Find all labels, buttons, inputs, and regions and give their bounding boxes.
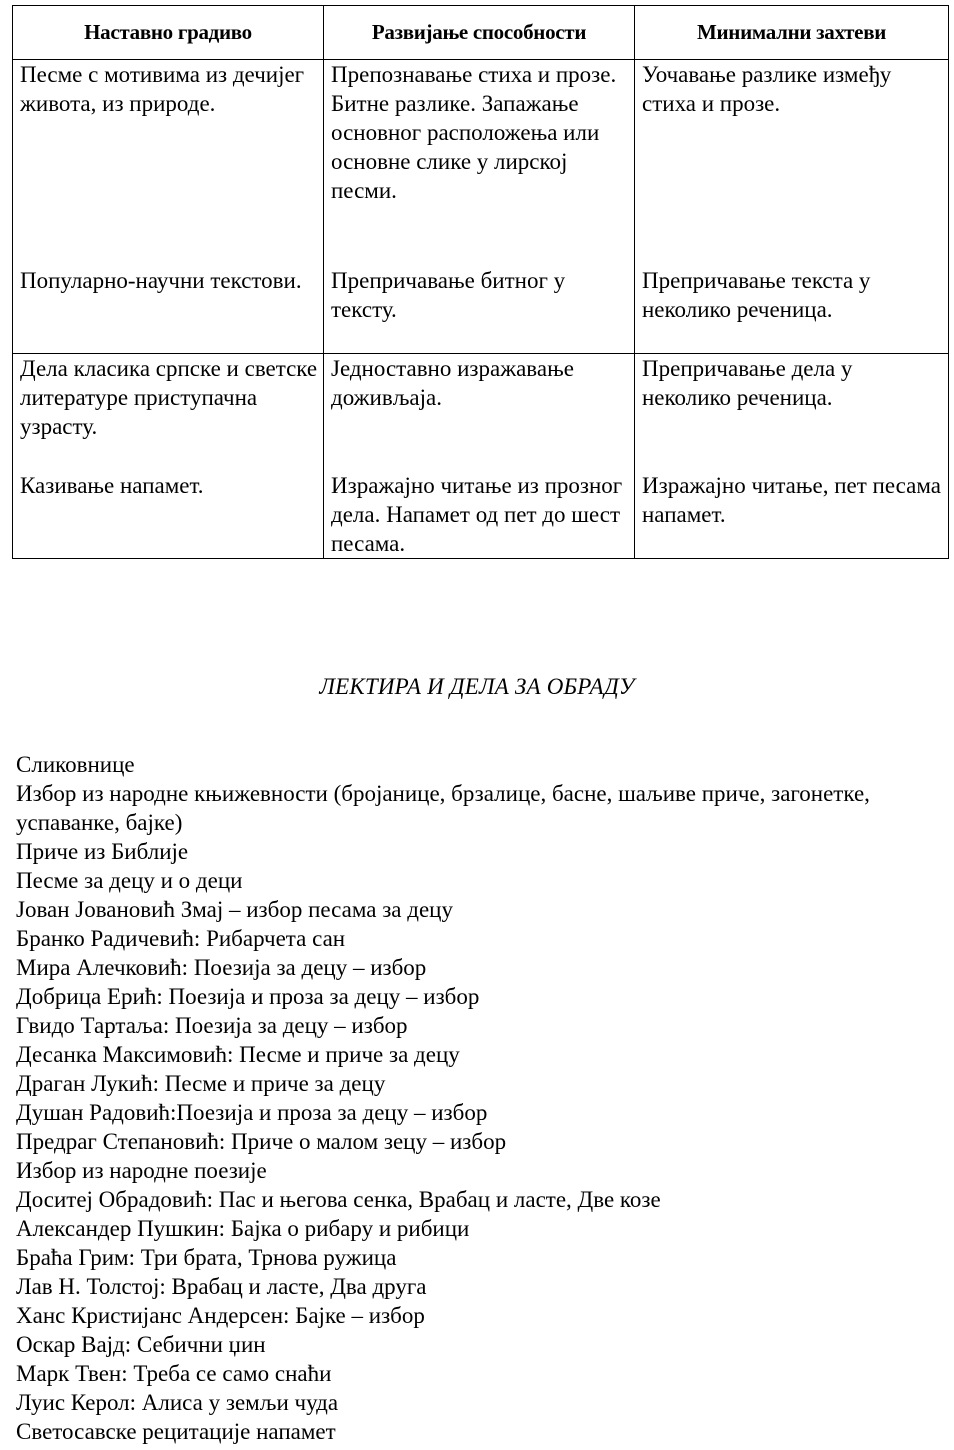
list-item: Добрица Ерић: Поезија и проза за децу – избор xyxy=(16,984,480,1009)
table-cell xyxy=(635,60,949,354)
list-item: Избор из народне књижевности (бројанице, брзалице, басне, шаљиве приче, загонетке, успаванке, бајке) xyxy=(16,781,870,835)
header-minimum-requirements: Минимални захтеви xyxy=(635,6,949,60)
table-cell xyxy=(13,354,324,559)
cell-text: Песме с мотивима из дечијег живота, из природе. xyxy=(20,62,305,116)
list-item: Марк Твен: Треба се само снаћи xyxy=(16,1361,332,1386)
list-item: Мира Алечковић: Поезија за децу – избор xyxy=(16,955,427,980)
list-item: Доситеј Обрадовић: Пас и његова сенка, Врабац и ласте, Две козе xyxy=(16,1187,661,1212)
list-item: Луис Керол: Алиса у земљи чуда xyxy=(16,1390,339,1415)
cell-text: Препричавање текста у неколико реченица. xyxy=(642,268,871,322)
cell-text: Дела класика српске и светске литературе приступачна узрасту. xyxy=(20,356,318,439)
cell-text: Препричавање битног у тексту. xyxy=(331,268,566,322)
list-item: Избор из народне поезије xyxy=(16,1158,267,1183)
cell-text: Препознавање стиха и прозе. Битне разлике. Запажање основног расположења или основне слике у лирској песми. xyxy=(331,62,617,203)
header-skill-development: Развијање способности xyxy=(324,6,635,60)
list-item: Предраг Степановић: Приче о малом зецу – избор xyxy=(16,1129,507,1154)
table-cell xyxy=(324,60,635,354)
list-item: Драган Лукић: Песме и приче за децу xyxy=(16,1071,386,1096)
cell-text: Препричавање дела у неколико реченица. xyxy=(642,356,853,410)
list-item: Александер Пушкин: Бајка о рибару и рибици xyxy=(16,1216,470,1241)
curriculum-table xyxy=(12,5,949,559)
list-item: Браћа Грим: Три брата, Трнова ружица xyxy=(16,1245,397,1270)
cell-text: Уочавање разлике између стиха и прозе. xyxy=(642,62,892,116)
header-teaching-content: Наставно градиво xyxy=(13,6,324,60)
list-item: Душан Радовић:Поезија и проза за децу – избор xyxy=(16,1100,488,1125)
cell-text: Популарно-научни текстови. xyxy=(20,268,302,293)
list-item: Оскар Вајд: Себични џин xyxy=(16,1332,266,1357)
list-item: Јован Јовановић Змај – избор песама за децу xyxy=(16,897,453,922)
list-item: Песме за децу и о деци xyxy=(16,868,243,893)
list-item: Приче из Библије xyxy=(16,839,189,864)
table-cell xyxy=(635,354,949,559)
reading-list xyxy=(16,750,936,1446)
table-cell xyxy=(13,60,324,354)
table-cell xyxy=(324,354,635,559)
cell-text: Једноставно изражавање доживљаја. xyxy=(331,356,574,410)
list-item: Сликовнице xyxy=(16,752,135,777)
cell-text: Казивање напамет. xyxy=(20,473,204,498)
table-row xyxy=(13,354,949,559)
list-item: Лав Н. Толстој: Врабац и ласте, Два друга xyxy=(16,1274,427,1299)
list-item: Светосавске рецитације напамет xyxy=(16,1419,336,1444)
cell-text: Изражајно читање из прозног дела. Напамет од пет до шест песама. xyxy=(331,473,623,556)
table-row xyxy=(13,60,949,354)
list-item: Гвидо Тартаља: Поезија за децу – избор xyxy=(16,1013,408,1038)
section-title: ЛЕКТИРА И ДЕЛА ЗА ОБРАДУ xyxy=(319,674,635,699)
list-item: Бранко Радичевић: Рибарчета сан xyxy=(16,926,346,951)
list-item: Ханс Кристијанс Андерсен: Бајке – избор xyxy=(16,1303,425,1328)
table-header-row xyxy=(13,6,949,60)
list-item: Десанка Максимовић: Песме и приче за децу xyxy=(16,1042,460,1067)
cell-text: Изражајно читање, пет песама напамет. xyxy=(642,473,941,527)
